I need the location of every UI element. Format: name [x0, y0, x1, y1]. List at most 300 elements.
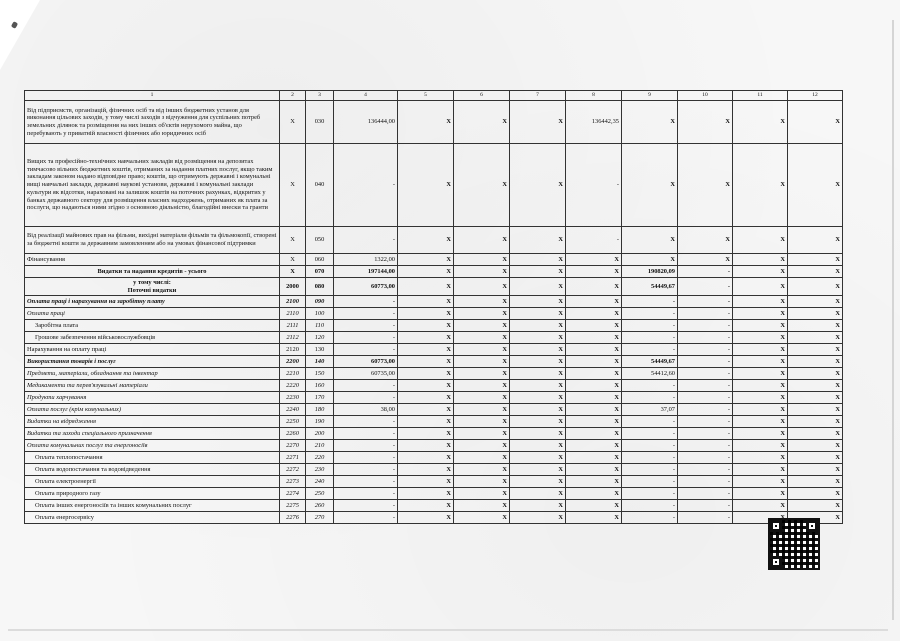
cell-col-7: X: [510, 278, 566, 296]
col-number: 12: [788, 91, 843, 101]
cell-col-7: X: [510, 500, 566, 512]
cell-col-4: -: [334, 320, 398, 332]
cell-col-8: X: [566, 308, 622, 320]
cell-col-7: X: [510, 440, 566, 452]
cell-col-11: X: [733, 266, 788, 278]
cell-col-10: X: [678, 144, 733, 227]
cell-col-11: X: [733, 144, 788, 227]
cell-col-11: X: [733, 356, 788, 368]
cell-col-9: -: [622, 452, 678, 464]
row-label: Предмети, матеріали, обладнання та інвентар: [25, 368, 280, 380]
row-label: Фінансування: [25, 254, 280, 266]
cell-col-9: -: [622, 296, 678, 308]
cell-col-3: 080: [306, 278, 334, 296]
cell-col-8: -: [566, 227, 622, 254]
cell-col-2: 2273: [280, 476, 306, 488]
table-row: [25, 296, 843, 308]
cell-col-6: X: [454, 296, 510, 308]
table-row: [25, 380, 843, 392]
cell-col-2: 2111: [280, 320, 306, 332]
row-label: Заробітна плата: [25, 320, 280, 332]
cell-col-10: -: [678, 278, 733, 296]
row-label: Оплата комунальних послуг та енергоносіїв: [25, 440, 280, 452]
cell-col-10: -: [678, 488, 733, 500]
col-number: 7: [510, 91, 566, 101]
cell-col-12: X: [788, 500, 843, 512]
page-edge-bottom: [8, 629, 888, 631]
cell-col-8: X: [566, 512, 622, 524]
cell-col-7: X: [510, 144, 566, 227]
cell-col-9: -: [622, 308, 678, 320]
cell-col-8: X: [566, 464, 622, 476]
cell-col-4: 60735,00: [334, 368, 398, 380]
cell-col-4: -: [334, 380, 398, 392]
cell-col-7: X: [510, 332, 566, 344]
cell-col-6: X: [454, 266, 510, 278]
row-label: Оплата природного газу: [25, 488, 280, 500]
cell-col-12: X: [788, 392, 843, 404]
cell-col-2: 2272: [280, 464, 306, 476]
cell-col-3: 190: [306, 416, 334, 428]
cell-col-7: X: [510, 404, 566, 416]
cell-col-12: X: [788, 101, 843, 144]
cell-col-7: X: [510, 476, 566, 488]
cell-col-10: -: [678, 452, 733, 464]
cell-col-10: -: [678, 308, 733, 320]
cell-col-5: X: [398, 452, 454, 464]
cell-col-4: -: [334, 392, 398, 404]
cell-col-3: 250: [306, 488, 334, 500]
cell-col-10: -: [678, 464, 733, 476]
cell-col-11: X: [733, 404, 788, 416]
cell-col-10: -: [678, 380, 733, 392]
cell-col-11: X: [733, 500, 788, 512]
cell-col-10: -: [678, 440, 733, 452]
cell-col-3: 240: [306, 476, 334, 488]
table-row: [25, 464, 843, 476]
cell-col-3: 040: [306, 144, 334, 227]
cell-col-12: X: [788, 428, 843, 440]
cell-col-6: X: [454, 440, 510, 452]
table-row: [25, 278, 843, 296]
cell-col-9: 190820,09: [622, 266, 678, 278]
row-label: Оплата послуг (крім комунальних): [25, 404, 280, 416]
cell-col-6: X: [454, 144, 510, 227]
cell-col-10: X: [678, 254, 733, 266]
col-number: 8: [566, 91, 622, 101]
cell-col-6: X: [454, 488, 510, 500]
cell-col-7: X: [510, 488, 566, 500]
cell-col-8: X: [566, 320, 622, 332]
cell-col-10: -: [678, 356, 733, 368]
cell-col-3: 230: [306, 464, 334, 476]
cell-col-7: X: [510, 227, 566, 254]
cell-col-2: 2210: [280, 368, 306, 380]
cell-col-4: -: [334, 308, 398, 320]
table-row: [25, 404, 843, 416]
cell-col-9: -: [622, 344, 678, 356]
cell-col-11: X: [733, 368, 788, 380]
cell-col-4: -: [334, 440, 398, 452]
page-edge-right: [892, 20, 894, 620]
table-row: [25, 101, 843, 144]
col-number: 6: [454, 91, 510, 101]
cell-col-12: X: [788, 488, 843, 500]
cell-col-6: X: [454, 428, 510, 440]
cell-col-3: 270: [306, 512, 334, 524]
cell-col-11: X: [733, 227, 788, 254]
cell-col-5: X: [398, 512, 454, 524]
cell-col-11: X: [733, 308, 788, 320]
table-row: [25, 452, 843, 464]
col-number: 11: [733, 91, 788, 101]
cell-col-11: X: [733, 476, 788, 488]
table-row: [25, 428, 843, 440]
cell-col-5: X: [398, 488, 454, 500]
cell-col-10: -: [678, 296, 733, 308]
cell-col-5: X: [398, 380, 454, 392]
cell-col-8: X: [566, 266, 622, 278]
cell-col-5: X: [398, 101, 454, 144]
cell-col-5: X: [398, 404, 454, 416]
cell-col-12: X: [788, 344, 843, 356]
table-row: [25, 254, 843, 266]
cell-col-5: X: [398, 428, 454, 440]
cell-col-9: 54449,67: [622, 356, 678, 368]
table-row: [25, 144, 843, 227]
cell-col-7: X: [510, 428, 566, 440]
cell-col-4: -: [334, 452, 398, 464]
cell-col-6: X: [454, 416, 510, 428]
cell-col-2: 2112: [280, 332, 306, 344]
cell-col-2: X: [280, 144, 306, 227]
cell-col-7: X: [510, 464, 566, 476]
table-row: [25, 440, 843, 452]
cell-col-10: -: [678, 332, 733, 344]
cell-col-10: -: [678, 500, 733, 512]
cell-col-4: 197144,00: [334, 266, 398, 278]
cell-col-3: 210: [306, 440, 334, 452]
cell-col-11: X: [733, 392, 788, 404]
cell-col-6: X: [454, 476, 510, 488]
cell-col-4: -: [334, 512, 398, 524]
row-label: Видатки та заходи спеціального призначення: [25, 428, 280, 440]
cell-col-2: 2000: [280, 278, 306, 296]
cell-col-6: X: [454, 320, 510, 332]
cell-col-2: 2230: [280, 392, 306, 404]
cell-col-5: X: [398, 476, 454, 488]
cell-col-8: X: [566, 404, 622, 416]
row-label: Використання товарів і послуг: [25, 356, 280, 368]
cell-col-2: 2274: [280, 488, 306, 500]
cell-col-12: X: [788, 320, 843, 332]
cell-col-9: X: [622, 144, 678, 227]
cell-col-12: X: [788, 368, 843, 380]
cell-col-2: X: [280, 227, 306, 254]
cell-col-7: X: [510, 452, 566, 464]
cell-col-8: X: [566, 278, 622, 296]
cell-col-12: X: [788, 440, 843, 452]
table-row: [25, 416, 843, 428]
cell-col-8: X: [566, 368, 622, 380]
cell-col-3: 050: [306, 227, 334, 254]
cell-col-2: 2270: [280, 440, 306, 452]
cell-col-4: 60773,00: [334, 278, 398, 296]
cell-col-7: X: [510, 512, 566, 524]
cell-col-12: X: [788, 254, 843, 266]
cell-col-3: 070: [306, 266, 334, 278]
row-label: Видатки на відрядження: [25, 416, 280, 428]
cell-col-7: X: [510, 320, 566, 332]
table-row: [25, 266, 843, 278]
cell-col-9: -: [622, 488, 678, 500]
cell-col-3: 220: [306, 452, 334, 464]
cell-col-11: X: [733, 416, 788, 428]
cell-col-9: 54449,67: [622, 278, 678, 296]
cell-col-2: X: [280, 101, 306, 144]
cell-col-3: 060: [306, 254, 334, 266]
col-number: 5: [398, 91, 454, 101]
cell-col-8: X: [566, 392, 622, 404]
cell-col-4: -: [334, 344, 398, 356]
cell-col-10: -: [678, 344, 733, 356]
cell-col-7: X: [510, 356, 566, 368]
cell-col-11: X: [733, 101, 788, 144]
cell-col-11: X: [733, 464, 788, 476]
cell-col-8: -: [566, 144, 622, 227]
cell-col-4: -: [334, 144, 398, 227]
cell-col-8: X: [566, 296, 622, 308]
cell-col-5: X: [398, 368, 454, 380]
cell-col-11: X: [733, 278, 788, 296]
cell-col-5: X: [398, 254, 454, 266]
table-row: [25, 488, 843, 500]
table-row: [25, 476, 843, 488]
cell-col-10: -: [678, 404, 733, 416]
row-label: Від підприємств, організацій, фізичних осіб та від інших бюджетних установ для виконання цільових заходів, у тому числі заходів з відчуження для суспільних потреб земельних ділянок та розміщення на них інших об'єктів нерухомого майна, що перебувають у приватній власності фізичних або юридичних осіб: [25, 101, 280, 144]
cell-col-4: -: [334, 488, 398, 500]
cell-col-10: -: [678, 368, 733, 380]
cell-col-6: X: [454, 368, 510, 380]
row-label: Оплата теплопостачання: [25, 452, 280, 464]
cell-col-3: 150: [306, 368, 334, 380]
row-label: Медикаменти та перев'язувальні матеріали: [25, 380, 280, 392]
row-label: Оплата водопостачання та водовідведення: [25, 464, 280, 476]
cell-col-6: X: [454, 452, 510, 464]
cell-col-6: X: [454, 464, 510, 476]
cell-col-5: X: [398, 464, 454, 476]
cell-col-9: -: [622, 500, 678, 512]
cell-col-8: X: [566, 428, 622, 440]
cell-col-2: 2200: [280, 356, 306, 368]
cell-col-12: X: [788, 476, 843, 488]
cell-col-7: X: [510, 380, 566, 392]
cell-col-6: X: [454, 254, 510, 266]
col-number: 9: [622, 91, 678, 101]
cell-col-6: X: [454, 404, 510, 416]
cell-col-11: X: [733, 488, 788, 500]
table-row: [25, 332, 843, 344]
cell-col-10: X: [678, 101, 733, 144]
cell-col-12: X: [788, 266, 843, 278]
cell-col-2: 2240: [280, 404, 306, 416]
cell-col-8: 136442,35: [566, 101, 622, 144]
cell-col-8: X: [566, 500, 622, 512]
cell-col-10: -: [678, 320, 733, 332]
table-row: [25, 356, 843, 368]
cell-col-3: 130: [306, 344, 334, 356]
cell-col-12: X: [788, 278, 843, 296]
cell-col-3: 110: [306, 320, 334, 332]
cell-col-7: X: [510, 101, 566, 144]
cell-col-5: X: [398, 440, 454, 452]
report-table: [24, 90, 843, 524]
cell-col-9: -: [622, 512, 678, 524]
col-number: 1: [25, 91, 280, 101]
cell-col-8: X: [566, 476, 622, 488]
table-row: [25, 500, 843, 512]
cell-col-9: -: [622, 440, 678, 452]
cell-col-10: X: [678, 227, 733, 254]
cell-col-11: X: [733, 380, 788, 392]
cell-col-9: -: [622, 320, 678, 332]
cell-col-8: X: [566, 380, 622, 392]
cell-col-3: 260: [306, 500, 334, 512]
cell-col-8: X: [566, 344, 622, 356]
cell-col-9: -: [622, 392, 678, 404]
cell-col-9: X: [622, 101, 678, 144]
cell-col-2: 2250: [280, 416, 306, 428]
cell-col-9: -: [622, 380, 678, 392]
table-row: [25, 368, 843, 380]
cell-col-8: X: [566, 332, 622, 344]
cell-col-8: X: [566, 254, 622, 266]
table-row: [25, 320, 843, 332]
cell-col-9: -: [622, 428, 678, 440]
table-row: [25, 392, 843, 404]
cell-col-12: X: [788, 380, 843, 392]
cell-col-2: 2275: [280, 500, 306, 512]
col-number: 10: [678, 91, 733, 101]
cell-col-3: 090: [306, 296, 334, 308]
cell-col-7: X: [510, 254, 566, 266]
cell-col-8: X: [566, 452, 622, 464]
cell-col-4: -: [334, 476, 398, 488]
column-number-row: [25, 91, 843, 101]
cell-col-4: -: [334, 227, 398, 254]
cell-col-12: X: [788, 512, 843, 524]
cell-col-12: X: [788, 227, 843, 254]
row-label: Нарахування на оплату праці: [25, 344, 280, 356]
row-label: у тому числі: Поточні видатки: [25, 278, 280, 296]
cell-col-9: -: [622, 416, 678, 428]
row-label: Оплата праці: [25, 308, 280, 320]
cell-col-10: -: [678, 428, 733, 440]
cell-col-5: X: [398, 266, 454, 278]
row-label: Оплата електроенергії: [25, 476, 280, 488]
table-row: [25, 227, 843, 254]
cell-col-7: X: [510, 344, 566, 356]
row-label: Вищих та професійно-технічних навчальних закладів від розміщення на депозитах тимчасово вільних бюджетних коштів, отриманих за надання платних послуг, якщо таким закладам законом надано відповідне право; коштів, що отримують державні і комунальні вищі навчальні заклади, державні наукові установи, державні і комунальні заклади культури як відсотки, нараховані на залишок коштів на поточних рахунках, відкритих у банках державного сектору для розміщення власних надходжень, отриманих як плата за послуги, що надаються ними згідно з основною діяльністю, благодійні внески та гранти: [25, 144, 280, 227]
row-label: Оплата енергосервісу: [25, 512, 280, 524]
cell-col-11: X: [733, 296, 788, 308]
cell-col-2: 2260: [280, 428, 306, 440]
cell-col-10: -: [678, 476, 733, 488]
cell-col-5: X: [398, 500, 454, 512]
cell-col-9: 54412,60: [622, 368, 678, 380]
cell-col-11: X: [733, 440, 788, 452]
col-number: 3: [306, 91, 334, 101]
row-label: Від реалізації майнових прав на фільми, вихідні матеріали фільмів та фільмокопії, створені за бюджетні кошти за державним замовленням або на умовах фінансової підтримки: [25, 227, 280, 254]
cell-col-5: X: [398, 308, 454, 320]
cell-col-5: X: [398, 278, 454, 296]
cell-col-3: 200: [306, 428, 334, 440]
cell-col-11: X: [733, 254, 788, 266]
cell-col-10: -: [678, 416, 733, 428]
cell-col-8: X: [566, 356, 622, 368]
cell-col-3: 180: [306, 404, 334, 416]
cell-col-7: X: [510, 416, 566, 428]
cell-col-11: X: [733, 320, 788, 332]
cell-col-2: X: [280, 266, 306, 278]
table-row: [25, 344, 843, 356]
cell-col-7: X: [510, 296, 566, 308]
cell-col-9: X: [622, 227, 678, 254]
cell-col-2: 2110: [280, 308, 306, 320]
cell-col-6: X: [454, 392, 510, 404]
cell-col-9: X: [622, 254, 678, 266]
cell-col-11: X: [733, 332, 788, 344]
cell-col-7: X: [510, 392, 566, 404]
cell-col-6: X: [454, 101, 510, 144]
cell-col-6: X: [454, 344, 510, 356]
cell-col-12: X: [788, 416, 843, 428]
cell-col-5: X: [398, 227, 454, 254]
cell-col-5: X: [398, 392, 454, 404]
cell-col-10: -: [678, 392, 733, 404]
cell-col-11: X: [733, 428, 788, 440]
cell-col-12: X: [788, 404, 843, 416]
cell-col-6: X: [454, 227, 510, 254]
cell-col-6: X: [454, 500, 510, 512]
cell-col-7: X: [510, 368, 566, 380]
table-row: [25, 512, 843, 524]
col-number: 2: [280, 91, 306, 101]
cell-col-3: 140: [306, 356, 334, 368]
cell-col-2: 2276: [280, 512, 306, 524]
cell-col-4: 60773,00: [334, 356, 398, 368]
cell-col-10: -: [678, 512, 733, 524]
row-label: Оплата праці і нарахування на заробітну плату: [25, 296, 280, 308]
cell-col-7: X: [510, 266, 566, 278]
qr-code: [768, 518, 820, 570]
cell-col-12: X: [788, 296, 843, 308]
cell-col-12: X: [788, 332, 843, 344]
cell-col-10: -: [678, 266, 733, 278]
cell-col-9: 37,07: [622, 404, 678, 416]
cell-col-4: 1322,00: [334, 254, 398, 266]
cell-col-6: X: [454, 308, 510, 320]
cell-col-4: -: [334, 464, 398, 476]
cell-col-6: X: [454, 278, 510, 296]
cell-col-2: 2100: [280, 296, 306, 308]
row-label: Продукти харчування: [25, 392, 280, 404]
cell-col-5: X: [398, 320, 454, 332]
cell-col-9: -: [622, 332, 678, 344]
cell-col-9: -: [622, 476, 678, 488]
cell-col-12: X: [788, 464, 843, 476]
row-label: Грошове забезпечення військовослужбовців: [25, 332, 280, 344]
